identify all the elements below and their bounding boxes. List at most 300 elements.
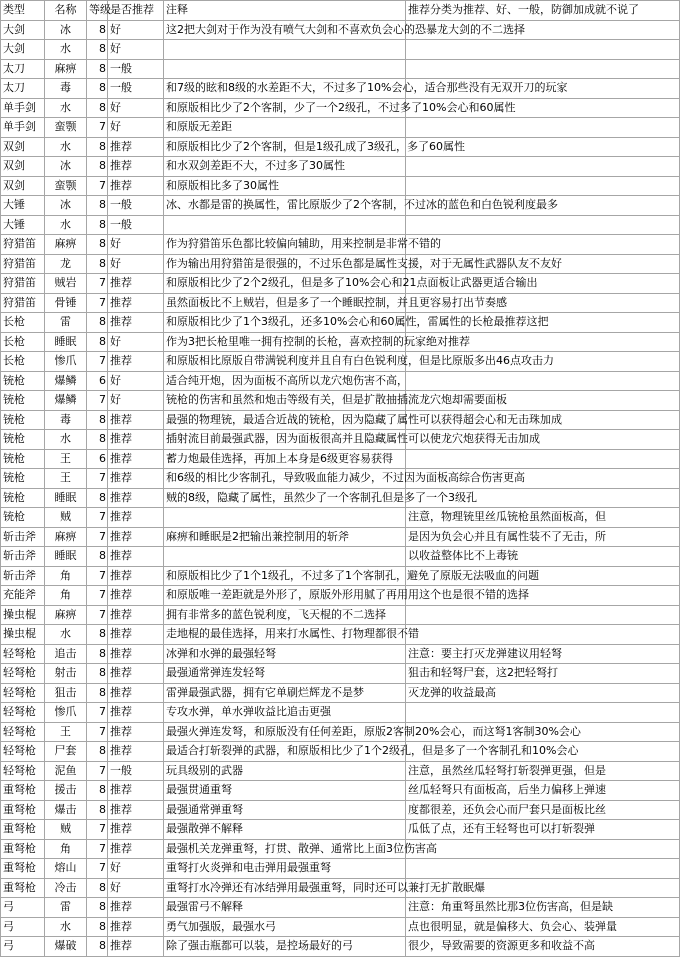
- cell-note: 作为输出用狩猎笛是很强的，不过乐色都是属性支援，对于无属性武器队友不友好: [164, 254, 406, 274]
- cell-note: 和7级的眩和8级的水差距不大，不过多了10%会心，适合那些没有无双开刀的玩家: [164, 79, 406, 99]
- cell-type: 重弩枪: [1, 839, 45, 859]
- table-row: [1, 79, 680, 99]
- cell-side-note: 注意：角重弩虽然比那3位伤害高，但是缺: [406, 898, 680, 918]
- cell-name: 爆鳞: [45, 391, 87, 411]
- cell-name: 冷击: [45, 878, 87, 898]
- cell-type: 铳枪: [1, 391, 45, 411]
- table-row: [1, 644, 680, 664]
- cell-note: 和6级的相比少客制孔，导致吸血能力减少，不过因为面板高综合伤害更高: [164, 469, 406, 489]
- cell-note: 最强通常弹连发轻弩: [164, 664, 406, 684]
- cell-name: 贼岩: [45, 274, 87, 294]
- header-recommend: 是否推荐: [108, 1, 164, 21]
- table-row: [1, 118, 680, 138]
- table-row: [1, 274, 680, 294]
- cell-name: 冰: [45, 20, 87, 40]
- cell-level: 8: [87, 59, 108, 79]
- cell-note: 铳枪的伤害和虽然和炮击等级有关，但是扩散抽插流龙穴炮却需要面板: [164, 391, 406, 411]
- cell-side-note: [406, 157, 680, 177]
- cell-note: 适合纯开炮，因为面板不高所以龙穴炮伤害不高，: [164, 371, 406, 391]
- cell-recommend: 推荐: [108, 742, 164, 762]
- cell-side-note: 以收益整体比不上毒铳: [406, 547, 680, 567]
- cell-side-note: 注意，虽然丝瓜轻弩打斩裂弹更强，但是: [406, 761, 680, 781]
- cell-side-note: 狙击和轻弩尸套，这2把轻弩打: [406, 664, 680, 684]
- cell-level: 8: [87, 332, 108, 352]
- cell-type: 重弩枪: [1, 781, 45, 801]
- table-row: [1, 488, 680, 508]
- cell-note: 和原版相比原版自带满锐利度并且自有白色锐利度，但是比原版多出46点攻击力: [164, 352, 406, 372]
- cell-type: 轻弩枪: [1, 703, 45, 723]
- table-row: [1, 781, 680, 801]
- cell-note: 最强火弹连发弩，和原版没有任何差距，原版2客制20%会心，而这弩1客制30%会心: [164, 722, 406, 742]
- cell-level: 8: [87, 898, 108, 918]
- cell-note: 重弩打水冷弹还有冰结弹用最强重弩，同时还可以兼打无扩散眠爆: [164, 878, 406, 898]
- cell-level: 7: [87, 703, 108, 723]
- cell-level: 6: [87, 449, 108, 469]
- cell-note: 拥有非常多的蓝色锐利度，飞天棍的不二选择: [164, 605, 406, 625]
- cell-side-note: 点也很明显，就是偏移大、负会心、装弹量: [406, 917, 680, 937]
- cell-recommend: 推荐: [108, 820, 164, 840]
- cell-type: 太刀: [1, 79, 45, 99]
- cell-level: 8: [87, 800, 108, 820]
- table-row: [1, 917, 680, 937]
- cell-name: 睡眠: [45, 488, 87, 508]
- cell-name: 冰: [45, 196, 87, 216]
- cell-level: 8: [87, 664, 108, 684]
- cell-type: 重弩枪: [1, 859, 45, 879]
- cell-name: 角: [45, 839, 87, 859]
- cell-type: 大锤: [1, 215, 45, 235]
- cell-recommend: 一般: [108, 79, 164, 99]
- cell-name: 蛮颚: [45, 118, 87, 138]
- cell-level: 8: [87, 410, 108, 430]
- cell-side-note: [406, 605, 680, 625]
- cell-type: 狩猎笛: [1, 254, 45, 274]
- table-row: [1, 176, 680, 196]
- cell-recommend: 一般: [108, 59, 164, 79]
- cell-side-note: [406, 215, 680, 235]
- cell-level: 7: [87, 469, 108, 489]
- cell-note: 和原版相比少了1个3级孔，还多10%会心和60属性，雷属性的长枪最推荐这把: [164, 313, 406, 333]
- cell-name: 贼: [45, 820, 87, 840]
- cell-side-note: 是因为负会心并且有属性装不了无击，所: [406, 527, 680, 547]
- cell-level: 8: [87, 196, 108, 216]
- cell-type: 铳枪: [1, 371, 45, 391]
- cell-level: 8: [87, 157, 108, 177]
- cell-type: 长枪: [1, 352, 45, 372]
- table-row: [1, 937, 680, 957]
- table-row: [1, 898, 680, 918]
- cell-name: 援击: [45, 781, 87, 801]
- cell-name: 麻痹: [45, 59, 87, 79]
- table-row: [1, 391, 680, 411]
- table-row: [1, 878, 680, 898]
- cell-recommend: 推荐: [108, 781, 164, 801]
- cell-type: 轻弩枪: [1, 664, 45, 684]
- cell-name: 睡眠: [45, 332, 87, 352]
- cell-name: 爆鳞: [45, 371, 87, 391]
- cell-note: 贼的8级，隐藏了属性，虽然少了一个客制孔但是多了一个3级孔: [164, 488, 406, 508]
- cell-type: 轻弩枪: [1, 644, 45, 664]
- cell-name: 水: [45, 215, 87, 235]
- table-row: [1, 820, 680, 840]
- cell-level: 8: [87, 683, 108, 703]
- cell-recommend: 推荐: [108, 274, 164, 294]
- cell-type: 斩击斧: [1, 527, 45, 547]
- cell-recommend: 好: [108, 859, 164, 879]
- cell-recommend: 推荐: [108, 137, 164, 157]
- cell-level: 7: [87, 352, 108, 372]
- cell-recommend: 好: [108, 20, 164, 40]
- cell-level: 7: [87, 839, 108, 859]
- cell-note: 冰弹和水弹的最强轻弩: [164, 644, 406, 664]
- cell-note: 玩具级别的武器: [164, 761, 406, 781]
- cell-level: 8: [87, 488, 108, 508]
- cell-note: 走地棍的最佳选择，用来打水属性、打物理都很不错: [164, 625, 406, 645]
- cell-name: 蛮颚: [45, 176, 87, 196]
- cell-recommend: 好: [108, 118, 164, 138]
- table-row: [1, 566, 680, 586]
- table-row: [1, 215, 680, 235]
- cell-recommend: 推荐: [108, 898, 164, 918]
- cell-level: 8: [87, 40, 108, 60]
- cell-type: 单手剑: [1, 118, 45, 138]
- cell-recommend: 推荐: [108, 625, 164, 645]
- cell-name: 雷: [45, 313, 87, 333]
- cell-name: 雷: [45, 898, 87, 918]
- cell-level: 8: [87, 547, 108, 567]
- cell-level: 7: [87, 274, 108, 294]
- cell-recommend: 推荐: [108, 488, 164, 508]
- cell-name: 王: [45, 449, 87, 469]
- cell-name: 熔山: [45, 859, 87, 879]
- cell-recommend: 推荐: [108, 508, 164, 528]
- table-row: [1, 469, 680, 489]
- cell-note: [164, 59, 406, 79]
- cell-note: [164, 215, 406, 235]
- cell-side-note: [406, 235, 680, 255]
- cell-level: 7: [87, 293, 108, 313]
- table-body: [1, 20, 680, 956]
- cell-recommend: 好: [108, 235, 164, 255]
- cell-level: 7: [87, 761, 108, 781]
- cell-type: 狩猎笛: [1, 274, 45, 294]
- cell-name: 骨锤: [45, 293, 87, 313]
- cell-type: 弓: [1, 917, 45, 937]
- cell-type: 轻弩枪: [1, 761, 45, 781]
- cell-recommend: 推荐: [108, 664, 164, 684]
- cell-name: 惨爪: [45, 352, 87, 372]
- cell-note: 作为3把长枪里唯一拥有控制的长枪，喜欢控制的玩家绝对推荐: [164, 332, 406, 352]
- cell-type: 大剑: [1, 20, 45, 40]
- cell-name: 水: [45, 917, 87, 937]
- cell-note: 最强的物理铳，最适合近战的铳枪，因为隐藏了属性可以获得超会心和无击珠加成: [164, 410, 406, 430]
- cell-side-note: 瓜低了点，还有王轻弩也可以打斩裂弹: [406, 820, 680, 840]
- cell-type: 轻弩枪: [1, 742, 45, 762]
- cell-recommend: 好: [108, 40, 164, 60]
- cell-name: 龙: [45, 254, 87, 274]
- cell-name: 尸套: [45, 742, 87, 762]
- table-row: [1, 410, 680, 430]
- table-row: [1, 742, 680, 762]
- cell-type: 操虫棍: [1, 605, 45, 625]
- table-row: [1, 839, 680, 859]
- cell-name: 爆击: [45, 800, 87, 820]
- cell-recommend: 一般: [108, 196, 164, 216]
- cell-level: 8: [87, 430, 108, 450]
- cell-type: 操虫棍: [1, 625, 45, 645]
- cell-level: 7: [87, 605, 108, 625]
- cell-recommend: 推荐: [108, 839, 164, 859]
- cell-level: 8: [87, 937, 108, 957]
- cell-type: 轻弩枪: [1, 683, 45, 703]
- cell-name: 毒: [45, 79, 87, 99]
- cell-note: 和原版相比多了30属性: [164, 176, 406, 196]
- cell-side-note: [406, 118, 680, 138]
- cell-note: 雷弹最强武器，拥有它单刷烂辉龙不是梦: [164, 683, 406, 703]
- cell-side-note: 很少，导致需要的资源更多和收益不高: [406, 937, 680, 957]
- table-row: [1, 20, 680, 40]
- cell-name: 麻痹: [45, 235, 87, 255]
- cell-name: 毒: [45, 410, 87, 430]
- cell-name: 追击: [45, 644, 87, 664]
- cell-side-note: 灭龙弹的收益最高: [406, 683, 680, 703]
- cell-level: 8: [87, 313, 108, 333]
- cell-recommend: 推荐: [108, 157, 164, 177]
- cell-side-note: [406, 859, 680, 879]
- cell-note: 最强通常弹重弩: [164, 800, 406, 820]
- cell-level: 7: [87, 566, 108, 586]
- cell-type: 大锤: [1, 196, 45, 216]
- table-row: [1, 371, 680, 391]
- cell-recommend: 好: [108, 332, 164, 352]
- cell-side-note: [406, 176, 680, 196]
- cell-side-note: 度都很差，还负会心而尸套只是面板比丝: [406, 800, 680, 820]
- table-row: [1, 547, 680, 567]
- table-row: [1, 137, 680, 157]
- table-row: [1, 683, 680, 703]
- cell-level: 7: [87, 391, 108, 411]
- cell-type: 重弩枪: [1, 878, 45, 898]
- cell-recommend: 推荐: [108, 644, 164, 664]
- cell-note: 和原版相比少了2个客制，但是1级孔成了3级孔，多了60属性: [164, 137, 406, 157]
- cell-note: 和原版相比少了2个2级孔，但是多了10%会心和21点面板让武器更适合输出: [164, 274, 406, 294]
- cell-type: 弓: [1, 898, 45, 918]
- cell-side-note: [406, 703, 680, 723]
- cell-note: 和原版相比少了1个1级孔，不过多了1个客制孔，避免了原版无法吸血的问题: [164, 566, 406, 586]
- cell-recommend: 推荐: [108, 800, 164, 820]
- cell-name: 水: [45, 98, 87, 118]
- cell-side-note: [406, 40, 680, 60]
- cell-recommend: 好: [108, 98, 164, 118]
- cell-note: 最强贯通重弩: [164, 781, 406, 801]
- cell-name: 泥鱼: [45, 761, 87, 781]
- table-row: [1, 59, 680, 79]
- cell-note: 麻痹和睡眠是2把输出兼控制用的斩斧: [164, 527, 406, 547]
- cell-level: 8: [87, 79, 108, 99]
- table-row: [1, 800, 680, 820]
- cell-level: 7: [87, 859, 108, 879]
- cell-side-note: 注意：要主打灭龙弹建议用轻弩: [406, 644, 680, 664]
- cell-note: 最强散弹不解释: [164, 820, 406, 840]
- cell-recommend: 推荐: [108, 683, 164, 703]
- table-row: [1, 586, 680, 606]
- cell-type: 铳枪: [1, 410, 45, 430]
- cell-level: 7: [87, 176, 108, 196]
- cell-type: 斩击斧: [1, 547, 45, 567]
- cell-recommend: 推荐: [108, 449, 164, 469]
- cell-note: 勇气加强版，最强水弓: [164, 917, 406, 937]
- cell-recommend: 推荐: [108, 293, 164, 313]
- cell-note: 虽然面板比不上贼岩，但是多了一个睡眠控制，并且更容易打出节奏感: [164, 293, 406, 313]
- cell-name: 冰: [45, 157, 87, 177]
- cell-note: 和原版相比少了2个客制，少了一个2级孔，不过多了10%会心和60属性: [164, 98, 406, 118]
- table-row: [1, 703, 680, 723]
- cell-name: 贼: [45, 508, 87, 528]
- cell-type: 重弩枪: [1, 820, 45, 840]
- cell-type: 双剑: [1, 137, 45, 157]
- cell-note: 和水双剑差距不大，不过多了30属性: [164, 157, 406, 177]
- cell-type: 双剑: [1, 176, 45, 196]
- cell-type: 重弩枪: [1, 800, 45, 820]
- cell-level: 7: [87, 508, 108, 528]
- cell-name: 角: [45, 586, 87, 606]
- cell-type: 狩猎笛: [1, 293, 45, 313]
- cell-note: 除了强击瓶都可以装，是控场最好的弓: [164, 937, 406, 957]
- cell-level: 7: [87, 722, 108, 742]
- table-row: [1, 313, 680, 333]
- cell-recommend: 推荐: [108, 586, 164, 606]
- cell-recommend: 推荐: [108, 469, 164, 489]
- cell-side-note: [406, 839, 680, 859]
- cell-name: 水: [45, 625, 87, 645]
- cell-side-note: [406, 371, 680, 391]
- cell-name: 王: [45, 722, 87, 742]
- cell-type: 大剑: [1, 40, 45, 60]
- header-note: 注释: [164, 1, 406, 21]
- cell-name: 水: [45, 137, 87, 157]
- cell-level: 7: [87, 586, 108, 606]
- cell-recommend: 推荐: [108, 722, 164, 742]
- table-row: [1, 157, 680, 177]
- header-side-note: 推荐分类为推荐、好、一般，防御加成就不说了: [406, 1, 680, 21]
- table-row: [1, 40, 680, 60]
- cell-recommend: 好: [108, 878, 164, 898]
- cell-type: 长枪: [1, 313, 45, 333]
- cell-name: 睡眠: [45, 547, 87, 567]
- cell-name: 麻痹: [45, 527, 87, 547]
- cell-name: 狙击: [45, 683, 87, 703]
- table-row: [1, 254, 680, 274]
- cell-note: 和原版唯一差距就是外形了，原版外形用腻了再用用这个也是很不错的选择: [164, 586, 406, 606]
- cell-name: 惨爪: [45, 703, 87, 723]
- cell-note: 插射流目前最强武器，因为面板很高并且隐藏属性可以使龙穴炮获得无击加成: [164, 430, 406, 450]
- cell-recommend: 推荐: [108, 313, 164, 333]
- cell-side-note: [406, 59, 680, 79]
- header-name: 名称: [45, 1, 87, 21]
- cell-recommend: 好: [108, 391, 164, 411]
- cell-note: [164, 508, 406, 528]
- cell-type: 双剑: [1, 157, 45, 177]
- cell-name: 王: [45, 469, 87, 489]
- cell-recommend: 推荐: [108, 352, 164, 372]
- table-row: [1, 761, 680, 781]
- cell-level: 8: [87, 878, 108, 898]
- cell-note: 冰、水都是雷的换属性，雷比原版少了2个客制，不过冰的蓝色和白色锐利度最多: [164, 196, 406, 216]
- header-level: 等级: [87, 1, 108, 21]
- table-row: [1, 293, 680, 313]
- table-row: [1, 527, 680, 547]
- table-row: [1, 332, 680, 352]
- cell-type: 狩猎笛: [1, 235, 45, 255]
- cell-side-note: 丝瓜轻弩只有面板高，后坐力偏移上弹速: [406, 781, 680, 801]
- cell-recommend: 一般: [108, 761, 164, 781]
- cell-level: 8: [87, 742, 108, 762]
- cell-note: 和原版无差距: [164, 118, 406, 138]
- table-row: [1, 235, 680, 255]
- cell-side-note: 注意，物理铳里丝瓜铳枪虽然面板高，但: [406, 508, 680, 528]
- header-type: 类型: [1, 1, 45, 21]
- cell-type: 铳枪: [1, 469, 45, 489]
- cell-level: 8: [87, 254, 108, 274]
- table-row: [1, 722, 680, 742]
- cell-level: 6: [87, 371, 108, 391]
- cell-note: 最强雷弓不解释: [164, 898, 406, 918]
- cell-side-note: [406, 449, 680, 469]
- cell-level: 8: [87, 137, 108, 157]
- cell-type: 铳枪: [1, 488, 45, 508]
- cell-level: 8: [87, 215, 108, 235]
- cell-level: 8: [87, 235, 108, 255]
- cell-type: 铳枪: [1, 430, 45, 450]
- cell-recommend: 好: [108, 254, 164, 274]
- cell-name: 麻痹: [45, 605, 87, 625]
- table-row: [1, 605, 680, 625]
- cell-recommend: 好: [108, 371, 164, 391]
- cell-type: 弓: [1, 937, 45, 957]
- cell-note: 作为狩猎笛乐色都比较偏向辅助，用来控制是非常不错的: [164, 235, 406, 255]
- cell-note: [164, 547, 406, 567]
- cell-name: 射击: [45, 664, 87, 684]
- table-row: [1, 98, 680, 118]
- cell-name: 水: [45, 430, 87, 450]
- cell-type: 轻弩枪: [1, 722, 45, 742]
- cell-level: 7: [87, 527, 108, 547]
- cell-level: 8: [87, 20, 108, 40]
- table-row: [1, 625, 680, 645]
- cell-type: 铳枪: [1, 508, 45, 528]
- cell-recommend: 推荐: [108, 430, 164, 450]
- cell-type: 铳枪: [1, 449, 45, 469]
- cell-note: 最强机关龙弹重弩，打贯、散弹、通常比上面3位伤害高: [164, 839, 406, 859]
- cell-recommend: 推荐: [108, 410, 164, 430]
- table-row: [1, 196, 680, 216]
- cell-recommend: 一般: [108, 215, 164, 235]
- cell-name: 爆破: [45, 937, 87, 957]
- cell-recommend: 推荐: [108, 176, 164, 196]
- cell-recommend: 推荐: [108, 547, 164, 567]
- cell-side-note: [406, 625, 680, 645]
- cell-recommend: 推荐: [108, 703, 164, 723]
- cell-level: 8: [87, 625, 108, 645]
- cell-recommend: 推荐: [108, 917, 164, 937]
- cell-type: 斩击斧: [1, 566, 45, 586]
- cell-level: 8: [87, 644, 108, 664]
- cell-note: 这2把大剑对于作为没有喷气大剑和不喜欢负会心的恐暴龙大剑的不二选择: [164, 20, 406, 40]
- cell-note: 最适合打斩裂弹的武器，和原版相比少了1个2级孔，但是多了一个客制孔和10%会心: [164, 742, 406, 762]
- cell-recommend: 推荐: [108, 527, 164, 547]
- cell-type: 充能斧: [1, 586, 45, 606]
- cell-recommend: 推荐: [108, 937, 164, 957]
